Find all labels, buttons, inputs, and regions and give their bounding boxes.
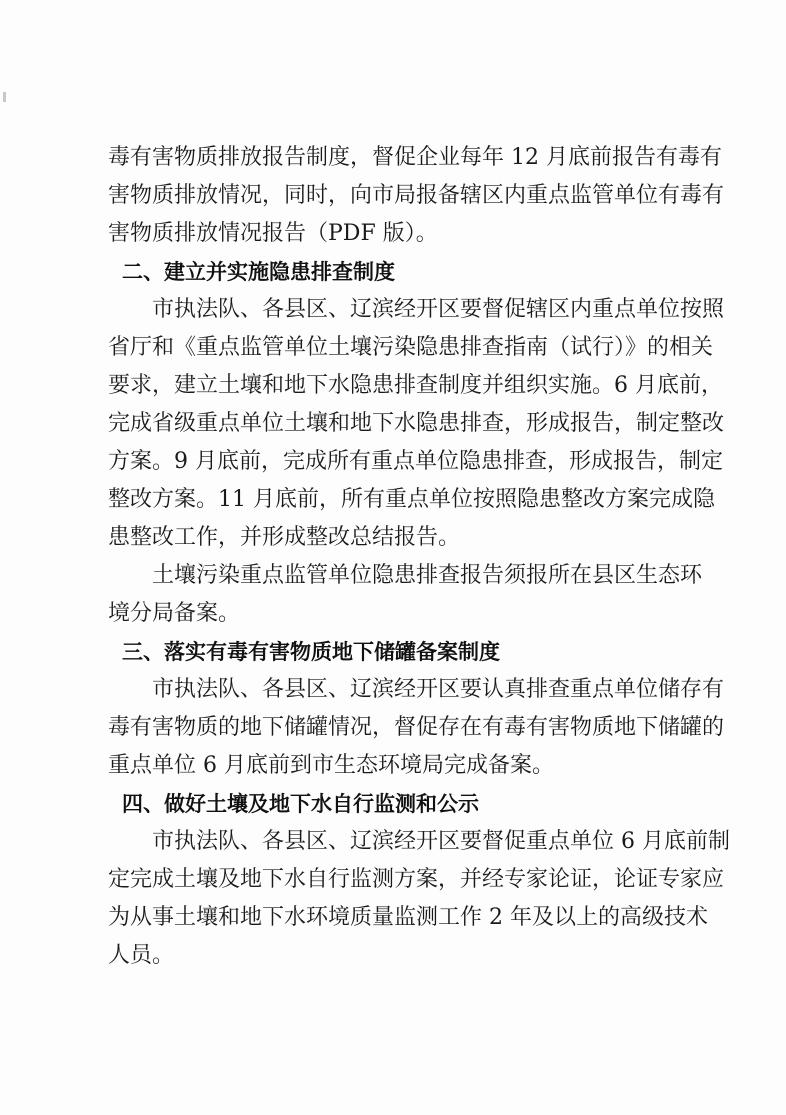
section-heading: 三、落实有毒有害物质地下储罐备案制度 [122,640,500,664]
text-line: 省厅和《重点监管单位土壤污染隐患排查指南（试行）》的相关 [108,335,714,360]
text-line: 定完成土壤及地下水自行监测方案，并经专家论证，论证专家应 [108,867,725,892]
text-line: 要求，建立土壤和地下水隐患排查制度并组织实施。6 月底前， [108,373,723,398]
text-line: 重点单位 6 月底前到市生态环境局完成备案。 [108,753,554,778]
section-heading: 四、做好土壤及地下水自行监测和公示 [122,792,479,816]
scan-edge-mark [3,92,6,102]
text-line: 害物质排放情况，同时，向市局报备辖区内重点监管单位有毒有 [108,183,725,208]
text-line: 患整改工作，并形成整改总结报告。 [108,525,461,550]
section4 [108,785,730,975]
text-line: 人员。 [108,943,175,968]
text-line: 为从事土壤和地下水环境质量监测工作 2 年及以上的高级技术 [108,905,708,930]
text-line: 害物质排放情况报告（PDF 版）。 [108,221,438,246]
text-line: 市执法队、各县区、辽滨经开区要认真排查重点单位储存有 [152,677,725,702]
text-line: 毒有害物质排放报告制度，督促企业每年 12 月底前报告有毒有 [108,145,722,170]
section-heading: 二、建立并实施隐患排查制度 [122,260,395,284]
section3 [108,633,725,785]
text-line: 土壤污染重点监管单位隐患排查报告须报所在县区生态环 [152,563,703,588]
text-line: 毒有害物质的地下储罐情况，督促存在有毒有害物质地下储罐的 [108,715,725,740]
section1-tail [108,139,725,253]
document-body [108,139,730,975]
text-line: 市执法队、各县区、辽滨经开区要督促辖区内重点单位按照 [152,297,725,322]
text-line: 市执法队、各县区、辽滨经开区要督促重点单位 6 月底前制 [152,829,730,854]
text-line: 完成省级重点单位土壤和地下水隐患排查，形成报告，制定整改 [108,411,725,436]
text-line: 方案。9 月底前，完成所有重点单位隐患排查，形成报告，制定 [108,449,723,474]
section2 [108,253,725,633]
text-line: 整改方案。11 月底前，所有重点单位按照隐患整改方案完成隐 [108,487,715,512]
text-line: 境分局备案。 [108,601,241,626]
